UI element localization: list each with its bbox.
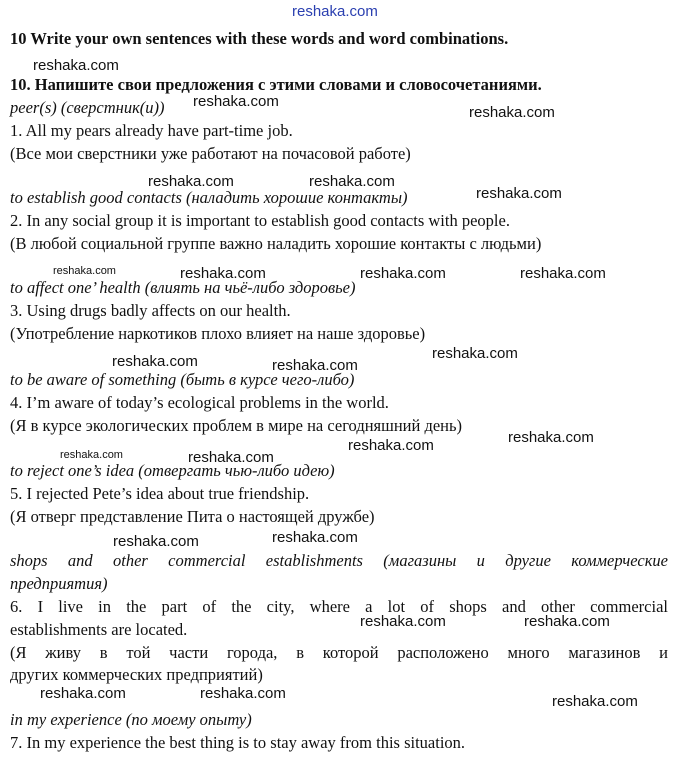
watermark: reshaka.com <box>348 437 434 454</box>
watermark: reshaka.com <box>200 685 286 702</box>
heading-english: 10 Write your own sentences with these words and word combinations. <box>10 29 509 48</box>
watermark: reshaka.com <box>148 173 234 190</box>
translation-3: (Употребление наркотиков плохо влияет на наше здоровье) <box>10 324 426 343</box>
watermark: reshaka.com <box>360 613 446 630</box>
watermark: reshaka.com <box>40 685 126 702</box>
phrase-affect-health: to affect one’ health (влиять на чьё-либо здоровье) <box>10 278 356 297</box>
sentence-2: 2. In any social group it is important to establish good contacts with people. <box>10 211 510 230</box>
phrase-shops-establishments: shops and other commercial establishments (магазины и другие коммерческие <box>10 551 668 570</box>
sentence-4: 4. I’m aware of today’s ecological problems in the world. <box>10 393 389 412</box>
watermark: reshaka.com <box>552 693 638 710</box>
sentence-1: 1. All my pears already have part-time job. <box>10 121 293 140</box>
translation-6: (Я живу в той части города, в которой расположено много магазинов и <box>10 643 668 662</box>
watermark: reshaka.com <box>272 357 358 374</box>
translation-1: (Все мои сверстники уже работают на почасовой работе) <box>10 144 411 163</box>
watermark: reshaka.com <box>272 529 358 546</box>
watermark: reshaka.com <box>508 429 594 446</box>
watermark: reshaka.com <box>360 265 446 282</box>
translation-5: (Я отверг представление Пита о настоящей дружбе) <box>10 507 375 526</box>
watermark: reshaka.com <box>432 345 518 362</box>
watermark: reshaka.com <box>309 173 395 190</box>
watermark: reshaka.com <box>33 57 119 74</box>
watermark: reshaka.com <box>60 449 123 461</box>
watermark: reshaka.com <box>193 93 279 110</box>
phrase-peers: peer(s) (сверстник(и)) <box>10 98 165 117</box>
sentence-7: 7. In my experience the best thing is to stay away from this situation. <box>10 733 466 752</box>
watermark: reshaka.com <box>520 265 606 282</box>
watermark: reshaka.com <box>112 353 198 370</box>
sentence-6-cont: establishments are located. <box>10 620 188 639</box>
translation-4: (Я в курсе экологических проблем в мире на сегодняшний день) <box>10 416 463 435</box>
phrase-shops-establishments-cont: предприятия) <box>10 574 108 593</box>
watermark: reshaka.com <box>180 265 266 282</box>
phrase-be-aware: to be aware of something (быть в курсе чего-либо) <box>10 370 355 389</box>
translation-6-cont: других коммерческих предприятий) <box>10 665 263 684</box>
watermark: reshaka.com <box>113 533 199 550</box>
watermark: reshaka.com <box>53 265 116 277</box>
watermark: reshaka.com <box>469 104 555 121</box>
phrase-establish-contacts: to establish good contacts (наладить хорошие контакты) <box>10 188 408 207</box>
phrase-in-my-experience: in my experience (по моему опыту) <box>10 710 252 729</box>
sentence-5: 5. I rejected Pete’s idea about true friendship. <box>10 484 310 503</box>
sentence-3: 3. Using drugs badly affects on our health. <box>10 301 291 320</box>
phrase-reject-idea: to reject one’s idea (отвергать чью-либо идею) <box>10 461 335 480</box>
watermark: reshaka.com <box>476 185 562 202</box>
translation-2: (В любой социальной группе важно наладить хорошие контакты с людьми) <box>10 234 542 253</box>
watermark: reshaka.com <box>524 613 610 630</box>
sentence-6: 6. I live in the part of the city, where a lot of shops and other commercial <box>10 597 668 616</box>
site-watermark: reshaka.com <box>292 3 378 20</box>
watermark: reshaka.com <box>188 449 274 466</box>
heading-russian: 10. Напишите свои предложения с этими словами и словосочетаниями. <box>10 75 542 94</box>
